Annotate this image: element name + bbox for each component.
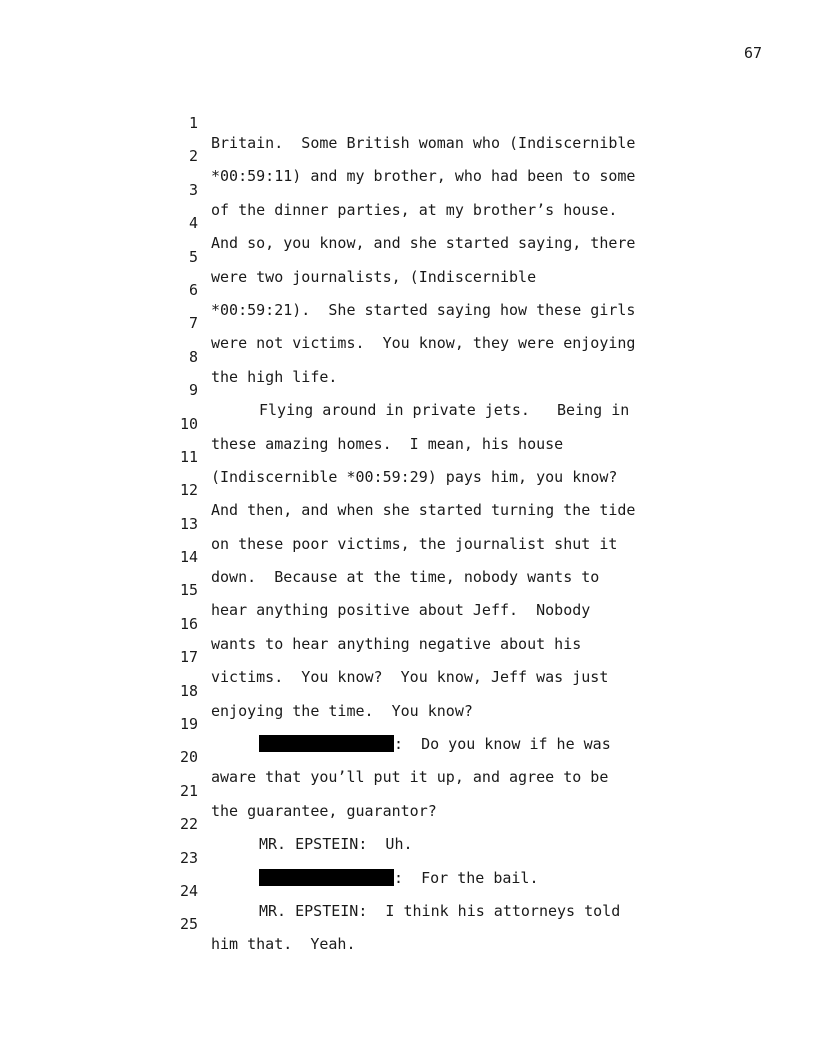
line-text: the guarantee, guarantor?	[211, 801, 437, 820]
page-number: 67	[743, 44, 762, 62]
transcript-line	[0, 494, 816, 553]
transcript-line	[0, 160, 816, 219]
line-number: 10	[179, 414, 198, 433]
line-number: 12	[179, 481, 198, 500]
line-text: him that. Yeah.	[211, 935, 356, 954]
transcript-line	[0, 861, 816, 920]
line-number: 17	[179, 648, 198, 667]
transcript-line	[0, 828, 816, 887]
line-text: down. Because at the time, nobody wants to	[211, 568, 600, 587]
line-number: 13	[179, 514, 198, 533]
transcript-line	[0, 560, 816, 620]
line-number: 21	[179, 781, 198, 800]
line-text: Flying around in private jets. Being in	[259, 401, 630, 420]
line-text: *00:59:11) and my brother, who had been to some	[211, 167, 636, 186]
line-number: 25	[179, 915, 198, 934]
line-number: 23	[179, 848, 198, 867]
line-number: 22	[179, 815, 198, 834]
line-number: 6	[188, 280, 198, 299]
line-number: 15	[179, 581, 198, 600]
line-number: 3	[188, 180, 198, 199]
line-number: 20	[179, 748, 198, 767]
transcript-line	[0, 460, 816, 520]
line-text: MR. EPSTEIN: Uh.	[259, 835, 413, 854]
line-text: victims. You know? You know, Jeff was just	[211, 668, 609, 687]
line-text: *00:59:21). She started saying how these girls	[211, 300, 636, 319]
transcript-line	[0, 327, 816, 386]
line-number: 24	[179, 881, 198, 900]
line-text: enjoying the time. You know?	[211, 701, 473, 720]
line-text: : For the bail.	[394, 868, 539, 887]
line-text: And so, you know, and she started saying, there	[211, 234, 636, 253]
transcript-line	[0, 727, 816, 787]
transcript-line	[0, 126, 816, 186]
transcript-body	[0, 93, 816, 954]
line-number: 11	[179, 447, 198, 466]
transcript-line	[0, 227, 816, 286]
transcript-line	[0, 794, 816, 854]
line-number: 7	[188, 314, 198, 333]
transcript-line	[0, 293, 816, 353]
line-text: on these poor victims, the journalist shut it	[211, 534, 618, 553]
line-number: 2	[188, 147, 198, 166]
line-number: 9	[188, 381, 198, 400]
line-text: were two journalists, (Indiscernible	[211, 267, 537, 286]
line-text: (Indiscernible *00:59:29) pays him, you know?	[211, 467, 618, 486]
line-number: 8	[188, 347, 198, 366]
transcript-line	[0, 527, 816, 587]
line-number: 16	[179, 614, 198, 633]
line-text: wants to hear anything negative about his	[211, 634, 582, 653]
transcript-line	[0, 193, 816, 253]
transcript-line	[0, 694, 816, 754]
transcript-line	[0, 594, 816, 653]
transcript-line	[0, 93, 816, 152]
line-number: 14	[179, 548, 198, 567]
line-number: 4	[188, 214, 198, 233]
line-number: 1	[188, 114, 198, 132]
transcript-line	[0, 894, 816, 954]
line-text: Britain. Some British woman who (Indiscernible	[211, 134, 636, 152]
transcript-line	[0, 260, 816, 319]
line-number: 18	[179, 681, 198, 700]
line-text: And then, and when she started turning the tide	[211, 501, 636, 520]
transcript-line	[0, 627, 816, 687]
line-text: hear anything positive about Jeff. Nobody	[211, 601, 591, 620]
line-text: MR. EPSTEIN: I think his attorneys told	[259, 901, 621, 920]
transcript-line	[0, 427, 816, 486]
line-text: : Do you know if he was	[394, 735, 611, 754]
line-text: these amazing homes. I mean, his house	[211, 434, 564, 453]
line-number: 5	[188, 247, 198, 266]
transcript-line	[0, 394, 816, 453]
transcript-line	[0, 761, 816, 820]
line-text: were not victims. You know, they were enjoying	[211, 334, 636, 353]
line-text: of the dinner parties, at my brother’s house.	[211, 200, 618, 219]
transcript-line	[0, 661, 816, 720]
line-text: the high life.	[211, 367, 338, 386]
line-text: aware that you’ll put it up, and agree to be	[211, 768, 609, 787]
line-number: 19	[179, 715, 198, 734]
transcript-line	[0, 360, 816, 420]
